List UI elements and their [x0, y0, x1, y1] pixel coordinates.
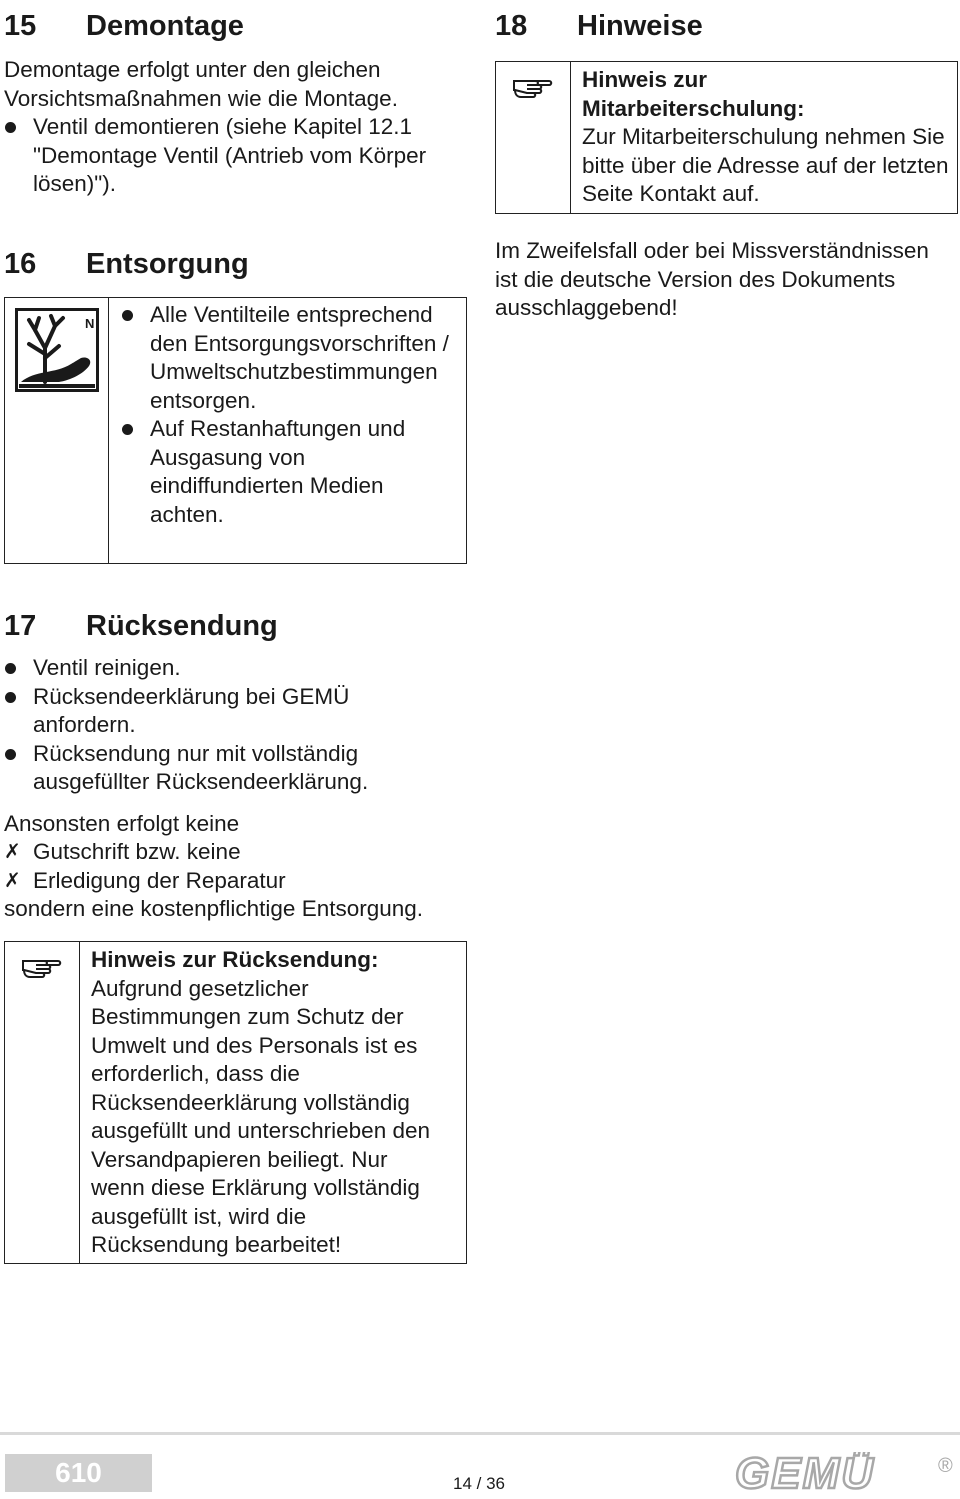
- section-16-title: Entsorgung: [86, 248, 249, 280]
- training-note-text: Zur Mitarbeiterschulung nehmen Sie bitte über die Adresse auf der letzten Seite Kontakt auf.: [582, 124, 949, 206]
- list-item: Rücksendung nur mit vollständig ausgefüllter Rücksendeerklärung.: [4, 740, 413, 797]
- section-17-title: Rücksendung: [86, 610, 278, 642]
- disposal-box: [4, 297, 467, 564]
- section-18-paragraph: Im Zweifelsfall oder bei Missverständnissen ist die deutsche Version des Dokuments ausschlaggebend!: [495, 238, 929, 320]
- training-note-title: Hinweis zur Mitarbeiterschulung:: [582, 67, 805, 121]
- brand-logo-icon: [733, 1452, 958, 1494]
- return-note-body: [80, 942, 461, 1263]
- list-item: Ventil reinigen.: [4, 654, 464, 683]
- cross-item-text: Gutschrift bzw. keine: [33, 839, 241, 864]
- model-number-badge: 610: [5, 1454, 152, 1492]
- section-15-title: Demontage: [86, 10, 244, 42]
- list-item: Rücksendeerklärung bei GEMÜ anfordern.: [4, 683, 373, 740]
- section-17-heading: [4, 612, 278, 641]
- section-15-number: 15: [4, 10, 37, 42]
- environment-hazard-icon: [15, 308, 99, 392]
- icon-letter: N: [84, 316, 94, 331]
- cross-icon: ✗: [4, 869, 21, 892]
- list-item: [4, 838, 464, 867]
- section-17-body: [4, 654, 464, 924]
- section-16-number: 16: [4, 248, 37, 280]
- section-17-crosses: [4, 838, 464, 895]
- section-18-heading: [495, 12, 703, 41]
- return-note-icon-cell: [5, 942, 80, 1263]
- section-17-number: 17: [4, 610, 37, 642]
- pointing-hand-icon: [513, 72, 553, 98]
- disposal-icon-cell: [5, 298, 109, 563]
- logo-wordmark: GEMÜ: [735, 1452, 875, 1494]
- section-16-heading: [4, 250, 249, 279]
- section-17-bullets: [4, 654, 464, 797]
- section-15-bullets: [4, 113, 464, 199]
- list-item: Ventil demontieren (siehe Kapitel 12.1 "Demontage Ventil (Antrieb vom Körper lösen)").: [4, 113, 453, 199]
- section-15-heading: [4, 12, 244, 41]
- registered-mark: ®: [938, 1455, 953, 1477]
- section-15-intro: Demontage erfolgt unter den gleichen Vorsichtsmaßnahmen wie die Montage.: [4, 57, 398, 111]
- section-18-number: 18: [495, 10, 528, 42]
- list-item: [4, 867, 464, 896]
- list-item: Auf Restanhaftungen und Ausgasung von eindiffundierten Medien achten.: [121, 415, 451, 529]
- return-note-box: [4, 941, 467, 1264]
- page-number: 14 / 36: [453, 1474, 505, 1493]
- section-18-title: Hinweise: [577, 10, 703, 42]
- pointing-hand-icon: [22, 952, 62, 978]
- cross-icon: ✗: [4, 841, 21, 863]
- section-15-body: [4, 56, 464, 199]
- training-note-body: [571, 62, 952, 213]
- otherwise-outro: sondern eine kostenpflichtige Entsorgung.: [4, 896, 424, 921]
- disposal-body: [109, 298, 451, 563]
- otherwise-intro: Ansonsten erfolgt keine: [4, 810, 240, 836]
- footer-divider: [0, 1432, 960, 1435]
- return-note-title: Hinweis zur Rücksendung:: [91, 947, 379, 972]
- cross-item-text: Erledigung der Reparatur: [33, 867, 286, 893]
- return-note-text: Aufgrund gesetzlicher Bestimmungen zum Schutz der Umwelt und des Personals ist es erforderlich, dass die Rücksendeerklärung vollständig ausgefüllt und unterschrieben den Versandpapieren beiliegt. Nur wenn diese Erklärung vollständig ausgefüllt ist, wird die Rücksendung bearbeitet!: [91, 975, 430, 1257]
- training-note-box: [495, 61, 958, 214]
- section-16-bullets: [121, 301, 451, 529]
- training-note-icon-cell: [496, 62, 571, 213]
- list-item: Alle Ventilteile entsprechend den Entsorgungsvorschriften / Umweltschutzbestimmungen entsorgen.: [121, 301, 451, 415]
- gemu-logo: [733, 1452, 958, 1499]
